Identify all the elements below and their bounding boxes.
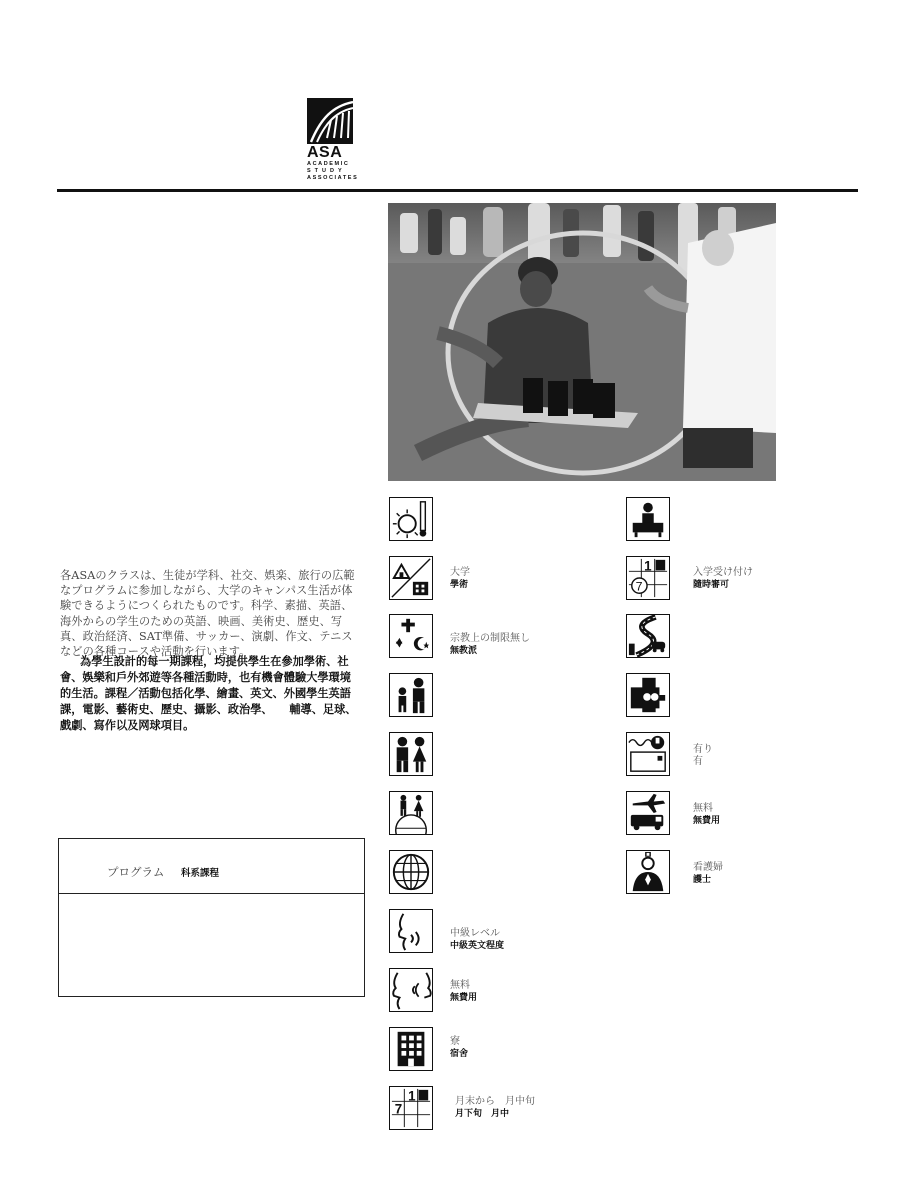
caption-campus xyxy=(450,567,470,591)
caption-admissions xyxy=(693,567,753,591)
caption-phone xyxy=(693,744,713,768)
telephone-icon xyxy=(626,732,670,776)
two-faces-speaking-icon xyxy=(389,968,433,1012)
intro-chinese xyxy=(60,654,360,734)
asa-logo-mark xyxy=(307,98,353,144)
svg-text:1: 1 xyxy=(644,558,652,574)
caption-dates xyxy=(455,1096,535,1120)
caption-phone-ja: 有り xyxy=(693,744,713,755)
caption-nurse-ja: 看護婦 xyxy=(693,862,723,873)
caption-phone-zh: 有 xyxy=(693,756,703,767)
caption-airport-zh: 無費用 xyxy=(693,816,721,826)
people-on-globe-icon xyxy=(389,791,433,835)
caption-dates-ja: 月末から 月中旬 xyxy=(455,1096,535,1107)
logo-subtitle-1: ACADEMIC xyxy=(307,161,350,167)
caption-nurse xyxy=(693,862,723,886)
logo-subtitle-2: STUDY xyxy=(307,168,346,174)
asa-logo xyxy=(307,98,359,188)
logo-subtitle-3: ASSOCIATES xyxy=(307,175,359,181)
laundry-camera-icon xyxy=(626,673,670,717)
caption-english-level-zh: 中級英文程度 xyxy=(450,941,505,951)
caption-campus-zh: 學術 xyxy=(450,580,469,590)
header-divider xyxy=(57,189,858,192)
caption-admissions-ja: 入学受け付け xyxy=(693,567,753,578)
globe-icon xyxy=(389,850,433,894)
airplane-van-icon xyxy=(626,791,670,835)
nurse-icon xyxy=(626,850,670,894)
road-car-icon xyxy=(626,614,670,658)
students-photo xyxy=(388,203,776,481)
caption-nurse-zh: 護士 xyxy=(693,875,712,885)
intro-japanese: 各ASAのクラスは、生徒が学科、社交、娯楽、旅行の広範なプログラムに参加しながら、大学のキャンパス生活が体験できるようにつくられたものです。科学、素描、英語、海外からの学生のための英語、映画、美術史、歴史、写真、政治経済、SAT準備、サッカー、演劇、作文、テニスなどの各種コースや活動を行います。 xyxy=(60,569,355,659)
caption-religion-ja: 宗教上の制限無し xyxy=(450,633,530,644)
sun-thermometer-icon xyxy=(389,497,433,541)
speaking-face-icon xyxy=(389,909,433,953)
admissions-calendar-icon xyxy=(626,556,670,600)
calendar-icon xyxy=(389,1086,433,1130)
caption-esl-ja: 無料 xyxy=(450,980,470,991)
program-box-header xyxy=(59,839,364,894)
caption-english-level-ja: 中級レベル xyxy=(450,928,500,939)
program-label-ja: プログラム xyxy=(107,865,165,879)
classroom-desk-icon xyxy=(626,497,670,541)
male-female-icon xyxy=(389,732,433,776)
intro-chinese-text: 為學生設計的每一期課程，均提供學生在參加學術、社會、娛樂和戶外郊遊等各種活動時，也有機會體驗大學環境的生活。課程／活動包括化學、繪畫、英文、外國學生英語課，電影、藝術史、歷史、攝影、政治學、 輔導、足球、戲劇、寫作以及网球項目。 xyxy=(60,655,357,732)
caption-campus-ja: 大学 xyxy=(450,567,470,578)
program-label-zh: 科系課程 xyxy=(181,868,220,879)
caption-admissions-zh: 隨時審可 xyxy=(693,580,730,590)
logo-wordmark: ASA xyxy=(307,144,343,161)
caption-english-level xyxy=(450,928,504,952)
svg-text:7: 7 xyxy=(635,579,643,594)
svg-text:7: 7 xyxy=(394,1101,403,1117)
campus-building-icon xyxy=(389,556,433,600)
religion-symbols-icon xyxy=(389,614,433,658)
age-groups-icon xyxy=(389,673,433,717)
caption-airport-ja: 無料 xyxy=(693,803,713,814)
caption-esl-zh: 無費用 xyxy=(450,993,478,1003)
caption-airport xyxy=(693,803,720,827)
caption-housing xyxy=(450,1036,468,1060)
caption-dates-zh: 月下旬 月中 xyxy=(455,1109,510,1119)
caption-esl xyxy=(450,980,477,1004)
caption-religion xyxy=(450,633,530,657)
program-box xyxy=(58,838,365,997)
caption-housing-ja: 寮 xyxy=(450,1036,460,1047)
caption-religion-zh: 無教派 xyxy=(450,646,478,656)
dormitory-building-icon xyxy=(389,1027,433,1071)
caption-housing-zh: 宿舍 xyxy=(450,1049,469,1059)
svg-text:1: 1 xyxy=(408,1088,416,1104)
